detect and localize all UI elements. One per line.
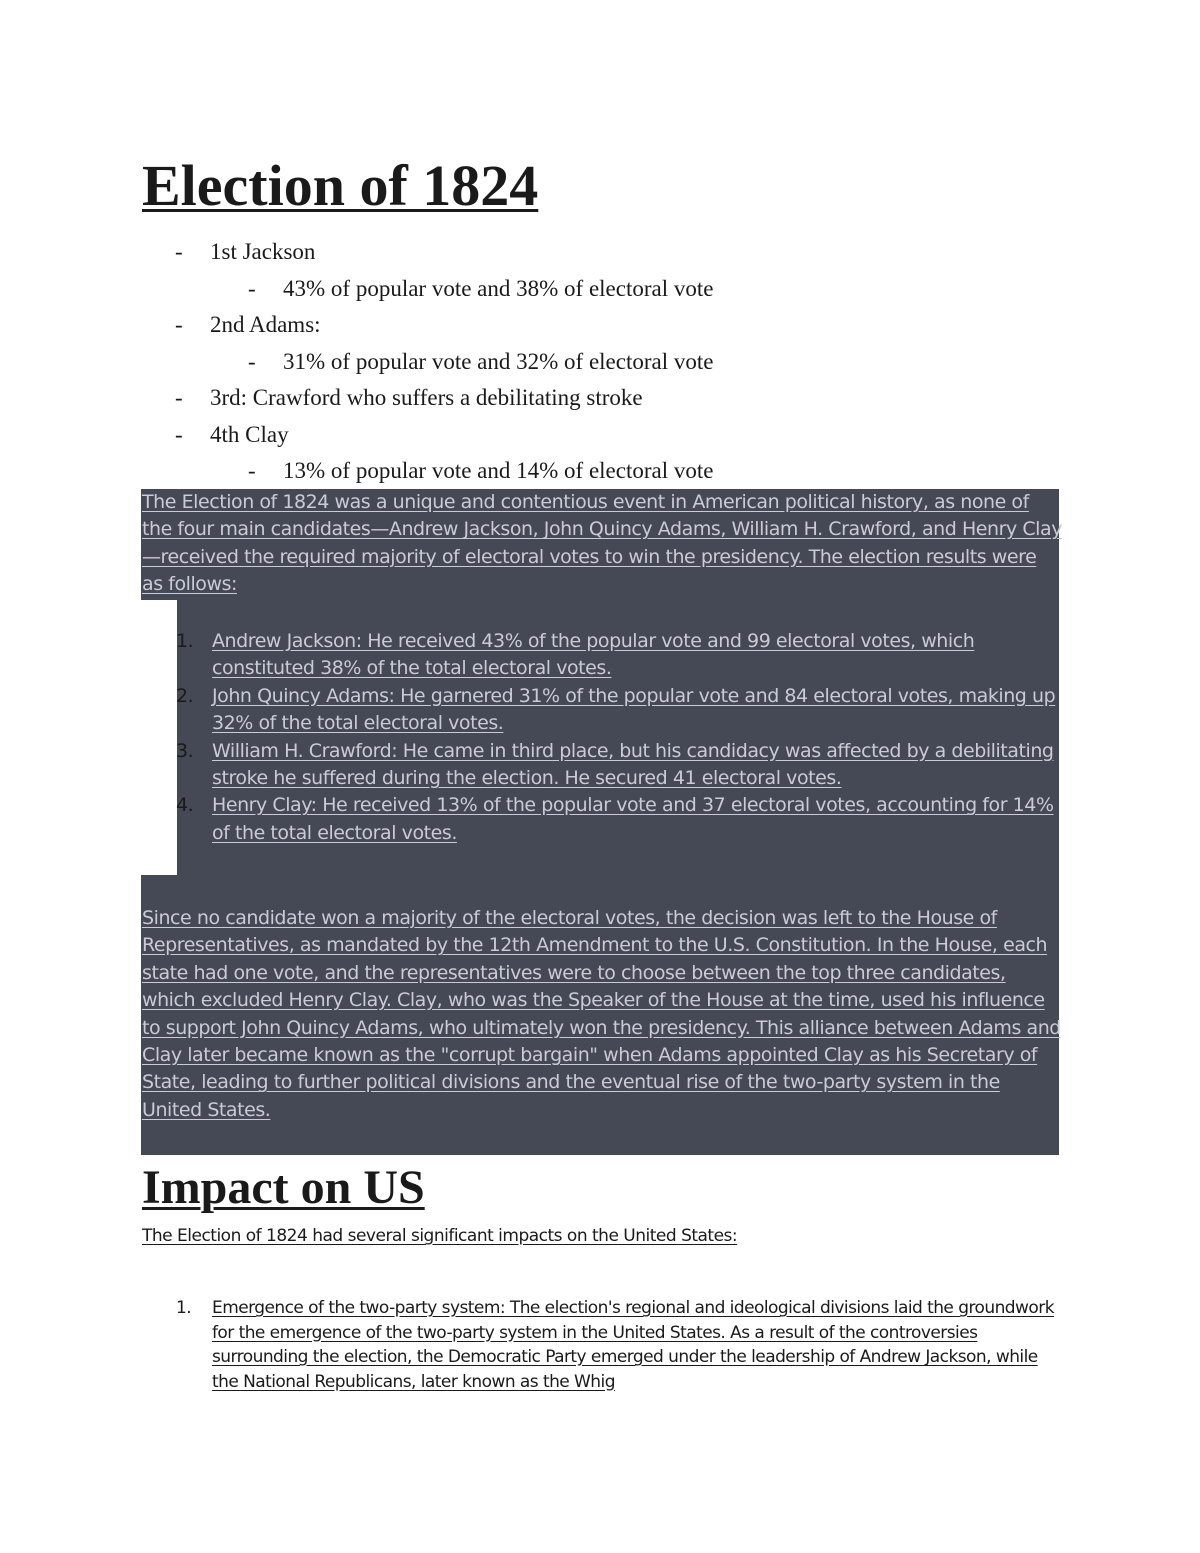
outline-item-text: 31% of popular vote and 32% of electoral vote [283,348,714,374]
highlight-intro-paragraph: The Election of 1824 was a unique and contentious event in American political history, as none of the four main candidates—Andrew Jackson, John Quincy Adams, William H. Crawford, and Henry Clay—received the required majority of electoral votes to win the presidency. The election results were as follows: [142,491,1062,596]
list-number: 1. [176,630,194,652]
list-item-text: John Quincy Adams: He garnered 31% of the popular vote and 84 electoral votes, making up 32% of the total electoral votes. [212,684,1056,735]
outline-item-text: 43% of popular vote and 38% of electoral vote [283,275,714,301]
outline-item-text: 3rd: Crawford who suffers a debilitating stroke [210,385,643,410]
impact-list [142,1296,1062,1394]
list-number: 3. [176,739,194,762]
list-item [142,792,1062,847]
outline-item-text: 2nd Adams: [210,312,321,337]
list-item-text: William H. Crawford: He came in third place, but his candidacy was affected by a debilitating stroke he suffered during the election. He secured 41 electoral votes. [212,739,1054,790]
list-item-text: Emergence of the two-party system: The election's regional and ideological divisions laid the groundwork for the emergence of the two-party system in the United States. As a result of the controversies surrounding the election, the Democratic Party emerged under the leadership of Andrew Jackson, while the National Republicans, later known as the Whig [212,1298,1054,1392]
outline-item-text: 4th Clay [210,421,289,447]
list-item-text: Henry Clay: He received 13% of the popular vote and 37 electoral votes, accounting for 14% of the total electoral votes. [212,794,1054,844]
dash-bullet: - [248,275,256,301]
list-item-text: Andrew Jackson: He received 43% of the popular vote and 99 electoral votes, which constituted 38% of the total electoral votes. [212,630,975,680]
dash-bullet: - [248,348,256,374]
dash-bullet: - [175,421,183,447]
outline-item-text: 1st Jackson [210,239,316,264]
list-item [142,628,1062,683]
dash-bullet: - [248,458,256,483]
highlight-conclusion-paragraph: Since no candidate won a majority of the electoral votes, the decision was left to the House of Representatives, as mandated by the 12th Amendment to the U.S. Constitution. In the House, each state had one vote, and the representatives were to choose between the top three candidates, which excluded Henry Clay. Clay, who was the Speaker of the House at the time, used his influence to support John Quincy Adams, who ultimately won the presidency. This alliance between Adams and Clay later became known as the "corrupt bargain" when Adams appointed Clay as his Secretary of State, leading to further political divisions and the eventual rise of the two-party system in the United States. [142,907,1061,1121]
list-number: 1. [176,1298,192,1318]
list-item [142,1296,1062,1394]
dash-bullet: - [175,385,183,410]
outline-item-text: 13% of popular vote and 14% of electoral vote [283,458,714,483]
list-number: 2. [176,684,194,707]
highlight-results-list [142,628,1062,847]
dash-bullet: - [175,239,183,264]
section-heading: Impact on US [142,1161,425,1214]
dash-bullet: - [175,312,183,337]
list-number: 4. [176,794,194,817]
list-item [142,683,1062,738]
page-title: Election of 1824 [142,153,539,218]
list-item [142,738,1062,793]
impact-intro: The Election of 1824 had several significant impacts on the United States: [142,1226,738,1246]
